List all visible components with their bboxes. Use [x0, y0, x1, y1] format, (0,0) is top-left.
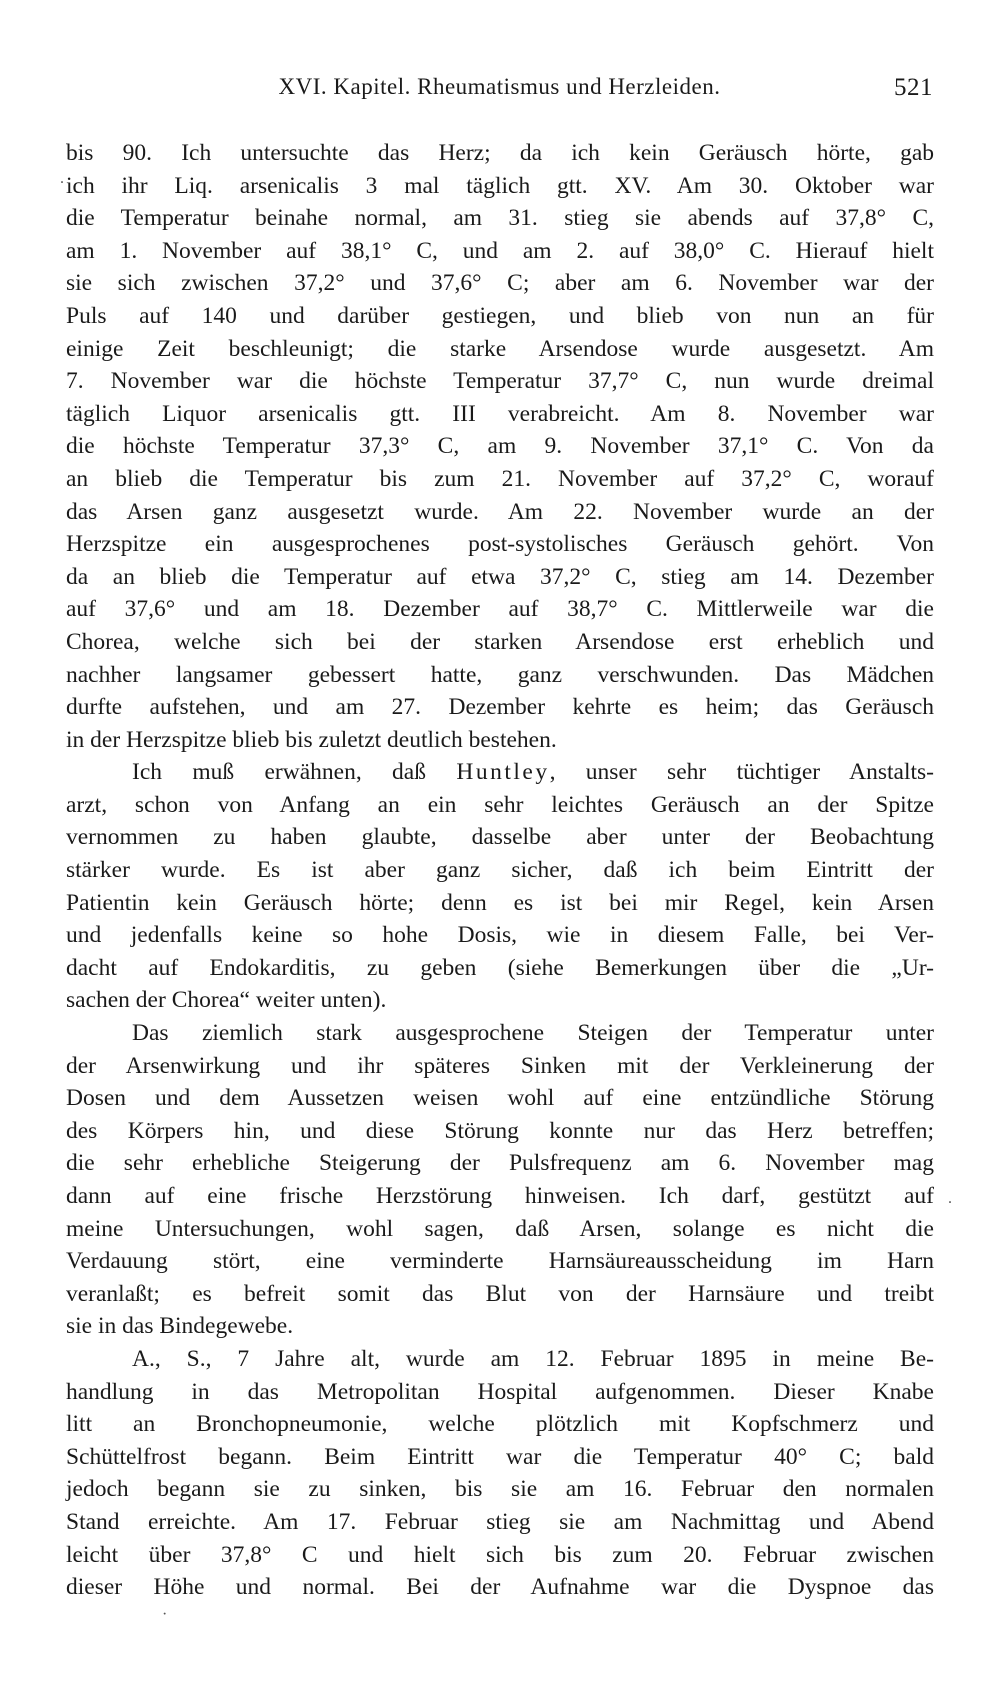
text-line: 7. November war die höchste Temperatur 37,7° C, nun wurde dreimal [66, 368, 934, 395]
chapter-title: XVI. Kapitel. Rheumatismus und Herzleiden. [278, 74, 721, 99]
margin-dot: . [948, 1190, 952, 1207]
text-line: vernommen zu haben glaubte, dasselbe aber unter der Beobachtung [66, 824, 934, 851]
margin-dot: · [162, 1606, 168, 1623]
text-line: Verdauung stört, eine verminderte Harnsäureausscheidung im Harn [66, 1248, 934, 1275]
text-line: in der Herzspitze blieb bis zuletzt deutlich bestehen. [66, 726, 557, 753]
text-line: sie sich zwischen 37,2° und 37,6° C; aber am 6. November war der [66, 270, 934, 297]
text-line: arzt, schon von Anfang an ein sehr leichtes Geräusch an der Spitze [66, 791, 934, 818]
page-number: 521 [894, 74, 933, 101]
text-line: Puls auf 140 und darüber gestiegen, und blieb von nun an für [66, 302, 934, 329]
text-line: Herzspitze ein ausgesprochenes post-systolisches Geräusch gehört. Von [66, 531, 934, 558]
text-line: ich ihr Liq. arsenicalis 3 mal täglich gtt. XV. Am 30. Oktober war [66, 172, 934, 199]
text-line: handlung in das Metropolitan Hospital aufgenommen. Dieser Knabe [66, 1378, 934, 1405]
text-line: die sehr erhebliche Steigerung der Pulsfrequenz am 6. November mag [66, 1150, 934, 1177]
text-line: Patientin kein Geräusch hörte; denn es ist bei mir Regel, kein Arsen [66, 889, 934, 916]
body-text [66, 137, 934, 1604]
text-line: durfte aufstehen, und am 27. Dezember kehrte es heim; das Geräusch [66, 694, 934, 721]
text-line: Chorea, welche sich bei der starken Arsendose erst erheblich und [66, 628, 934, 655]
running-header [66, 74, 933, 108]
text-line: Schüttelfrost begann. Beim Eintritt war die Temperatur 40° C; bald [66, 1443, 934, 1470]
margin-dot: . [60, 170, 64, 187]
text-line: dann auf eine frische Herzstörung hinweisen. Ich darf, gestützt auf [66, 1183, 934, 1209]
text-line: dieser Höhe und normal. Bei der Aufnahme war die Dyspnoe das [66, 1574, 934, 1601]
text-line: da an blieb die Temperatur auf etwa 37,2° C, stieg am 14. Dezember [66, 563, 934, 590]
text-line: Dosen und dem Aussetzen weisen wohl auf eine entzündliche Störung [66, 1085, 934, 1112]
text-line: sachen der Chorea“ weiter unten). [66, 987, 387, 1014]
text-line: sie in das Bindegewebe. [66, 1313, 294, 1340]
text-line: und jedenfalls keine so hohe Dosis, wie in diesem Falle, bei Ver- [66, 922, 934, 949]
text-line: an blieb die Temperatur bis zum 21. November auf 37,2° C, worauf [66, 465, 934, 492]
text-line: das Arsen ganz ausgesetzt wurde. Am 22. November wurde an der [66, 498, 934, 525]
text-line: A., S., 7 Jahre alt, wurde am 12. Februar 1895 in meine Be- [132, 1345, 934, 1372]
text-line: Das ziemlich stark ausgesprochene Steigen der Temperatur unter [132, 1020, 934, 1047]
text-line: die Temperatur beinahe normal, am 31. stieg sie abends auf 37,8° C, [66, 205, 934, 232]
text-line: die höchste Temperatur 37,3° C, am 9. November 37,1° C. Von da [66, 433, 934, 460]
text-line: am 1. November auf 38,1° C, und am 2. auf 38,0° C. Hierauf hielt [66, 237, 934, 264]
person-name: Huntley [456, 759, 550, 786]
text-line: leicht über 37,8° C und hielt sich bis zum 20. Februar zwischen [66, 1541, 934, 1568]
text-line: Stand erreichte. Am 17. Februar stieg sie am Nachmittag und Abend [66, 1508, 934, 1535]
text-line: der Arsenwirkung und ihr späteres Sinken mit der Verkleinerung der [66, 1052, 934, 1079]
text-line: litt an Bronchopneumonie, welche plötzlich mit Kopfschmerz und [66, 1411, 934, 1438]
text-line: stärker wurde. Es ist aber ganz sicher, daß ich beim Eintritt der [66, 857, 934, 884]
text-line: veranlaßt; es befreit somit das Blut von der Harnsäure und treibt [66, 1280, 934, 1307]
text-line [66, 756, 934, 789]
text-line: nachher langsamer gebessert hatte, ganz verschwunden. Das Mädchen [66, 661, 934, 688]
text-line: einige Zeit beschleunigt; die starke Arsendose wurde ausgesetzt. Am [66, 335, 934, 362]
text-line: auf 37,6° und am 18. Dezember auf 38,7° C. Mittlerweile war die [66, 596, 934, 623]
text-fragment: Ich muß erwähnen, daß [132, 759, 426, 786]
text-line: täglich Liquor arsenicalis gtt. III verabreicht. Am 8. November war [66, 400, 934, 427]
text-line: meine Untersuchungen, wohl sagen, daß Arsen, solange es nicht die [66, 1215, 934, 1242]
text-line: dacht auf Endokarditis, zu geben (siehe Bemerkungen über die „Ur- [66, 954, 934, 981]
text-fragment: , unser sehr tüchtiger Anstalts- [549, 759, 935, 786]
text-line: jedoch begann sie zu sinken, bis sie am 16. Februar den normalen [66, 1476, 934, 1503]
text-line: bis 90. Ich untersuchte das Herz; da ich kein Geräusch hörte, gab [66, 140, 934, 166]
text-line: des Körpers hin, und diese Störung konnte nur das Herz betreffen; [66, 1117, 934, 1144]
